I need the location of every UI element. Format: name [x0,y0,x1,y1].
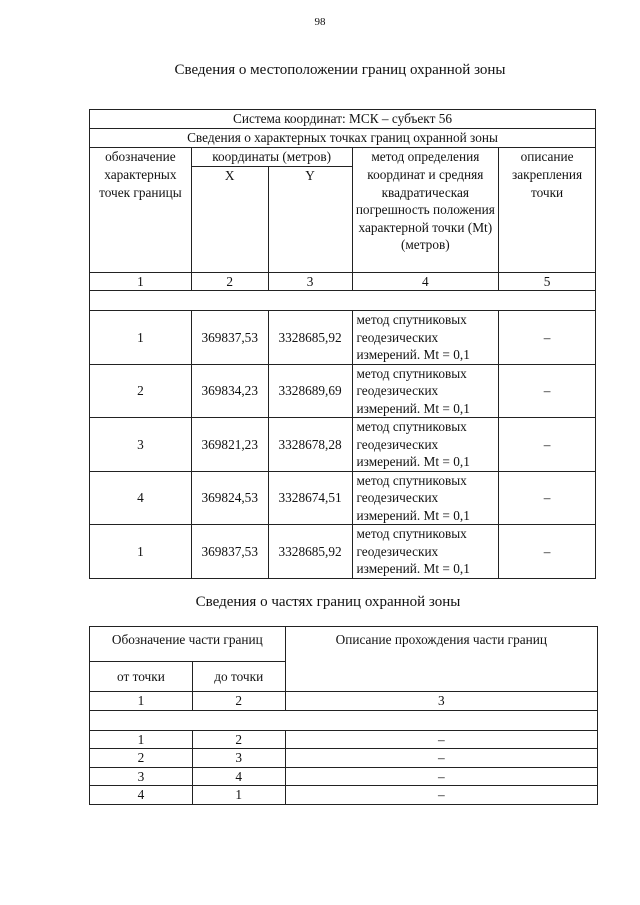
table-row [90,730,598,749]
method-cell: метод спутниковых геодезических измерений. Mt = 0,1 [352,311,499,365]
column-number: 1 [90,692,193,711]
header-description: описание [499,148,596,167]
to-point: 3 [192,749,285,768]
table-row [90,110,596,129]
table-row [90,166,596,272]
heading-parts: Сведения о частях границ охранной зоны [195,594,461,610]
table-row [90,786,598,805]
header-y: Y [268,166,352,272]
header-part: Обозначение части границ [90,627,286,662]
fixing-description: – [499,418,596,472]
to-point: 4 [192,767,285,786]
point-number: 4 [90,471,192,525]
empty-row [90,291,596,311]
header-from-point: от точки [90,662,193,692]
coord-x: 369837,53 [191,311,268,365]
coord-y: 3328674,51 [268,471,352,525]
column-number: 2 [192,692,285,711]
coordinate-system: Система координат: МСК – субъект 56 [90,110,596,129]
passage-description: – [285,749,597,768]
point-number: 3 [90,418,192,472]
coord-y: 3328685,92 [268,525,352,579]
fixing-description: – [499,471,596,525]
table-row [90,148,596,167]
passage-description: – [285,730,597,749]
table-row [90,767,598,786]
coord-y: 3328678,28 [268,418,352,472]
boundary-points-table [89,109,596,579]
page-number: 98 [314,16,326,28]
point-number: 1 [90,525,192,579]
header-coordinates: координаты (метров) [191,148,352,167]
header-designation-cont: характерных точек границы [90,166,192,272]
table-row [90,418,596,472]
passage-description: – [285,786,597,805]
table-row [90,525,596,579]
table-row [90,627,598,662]
column-number: 4 [352,272,499,291]
from-point: 4 [90,786,193,805]
header-method: метод определения [352,148,499,167]
table-row [90,471,596,525]
empty-cell [90,291,596,311]
boundary-parts-table [89,626,598,805]
table-row [90,749,598,768]
coord-y: 3328685,92 [268,311,352,365]
header-x: X [191,166,268,272]
column-numbers-row [90,272,596,291]
to-point: 1 [192,786,285,805]
point-number: 2 [90,364,192,418]
fixing-description: – [499,525,596,579]
from-point: 1 [90,730,193,749]
from-point: 3 [90,767,193,786]
column-numbers-row [90,692,598,711]
point-number: 1 [90,311,192,365]
empty-cell [90,710,598,730]
column-number: 3 [285,692,597,711]
section-title: Сведения о характерных точках границ охранной зоны [90,129,596,148]
header-to-point: до точки [192,662,285,692]
heading-boundaries: Сведения о местоположении границ охранной зоны [174,62,506,78]
coord-x: 369837,53 [191,525,268,579]
fixing-description: – [499,311,596,365]
coord-x: 369821,23 [191,418,268,472]
coord-x: 369834,23 [191,364,268,418]
column-number: 1 [90,272,192,291]
header-description-cont: закрепления точки [499,166,596,272]
table-row [90,129,596,148]
table-row [90,311,596,365]
coord-x: 369824,53 [191,471,268,525]
fixing-description: – [499,364,596,418]
header-method-cont: координат и средняя квадратическая погрешность положения характерной точки (Mt) (метров) [352,166,499,272]
passage-description: – [285,767,597,786]
coord-y: 3328689,69 [268,364,352,418]
empty-row [90,710,598,730]
column-number: 3 [268,272,352,291]
from-point: 2 [90,749,193,768]
header-passage-description: Описание прохождения части границ [285,627,597,692]
method-cell: метод спутниковых геодезических измерений. Mt = 0,1 [352,418,499,472]
to-point: 2 [192,730,285,749]
table-row [90,364,596,418]
method-cell: метод спутниковых геодезических измерений. Mt = 0,1 [352,364,499,418]
method-cell: метод спутниковых геодезических измерений. Mt = 0,1 [352,471,499,525]
header-designation: обозначение [90,148,192,167]
column-number: 5 [499,272,596,291]
column-number: 2 [191,272,268,291]
method-cell: метод спутниковых геодезических измерений. Mt = 0,1 [352,525,499,579]
